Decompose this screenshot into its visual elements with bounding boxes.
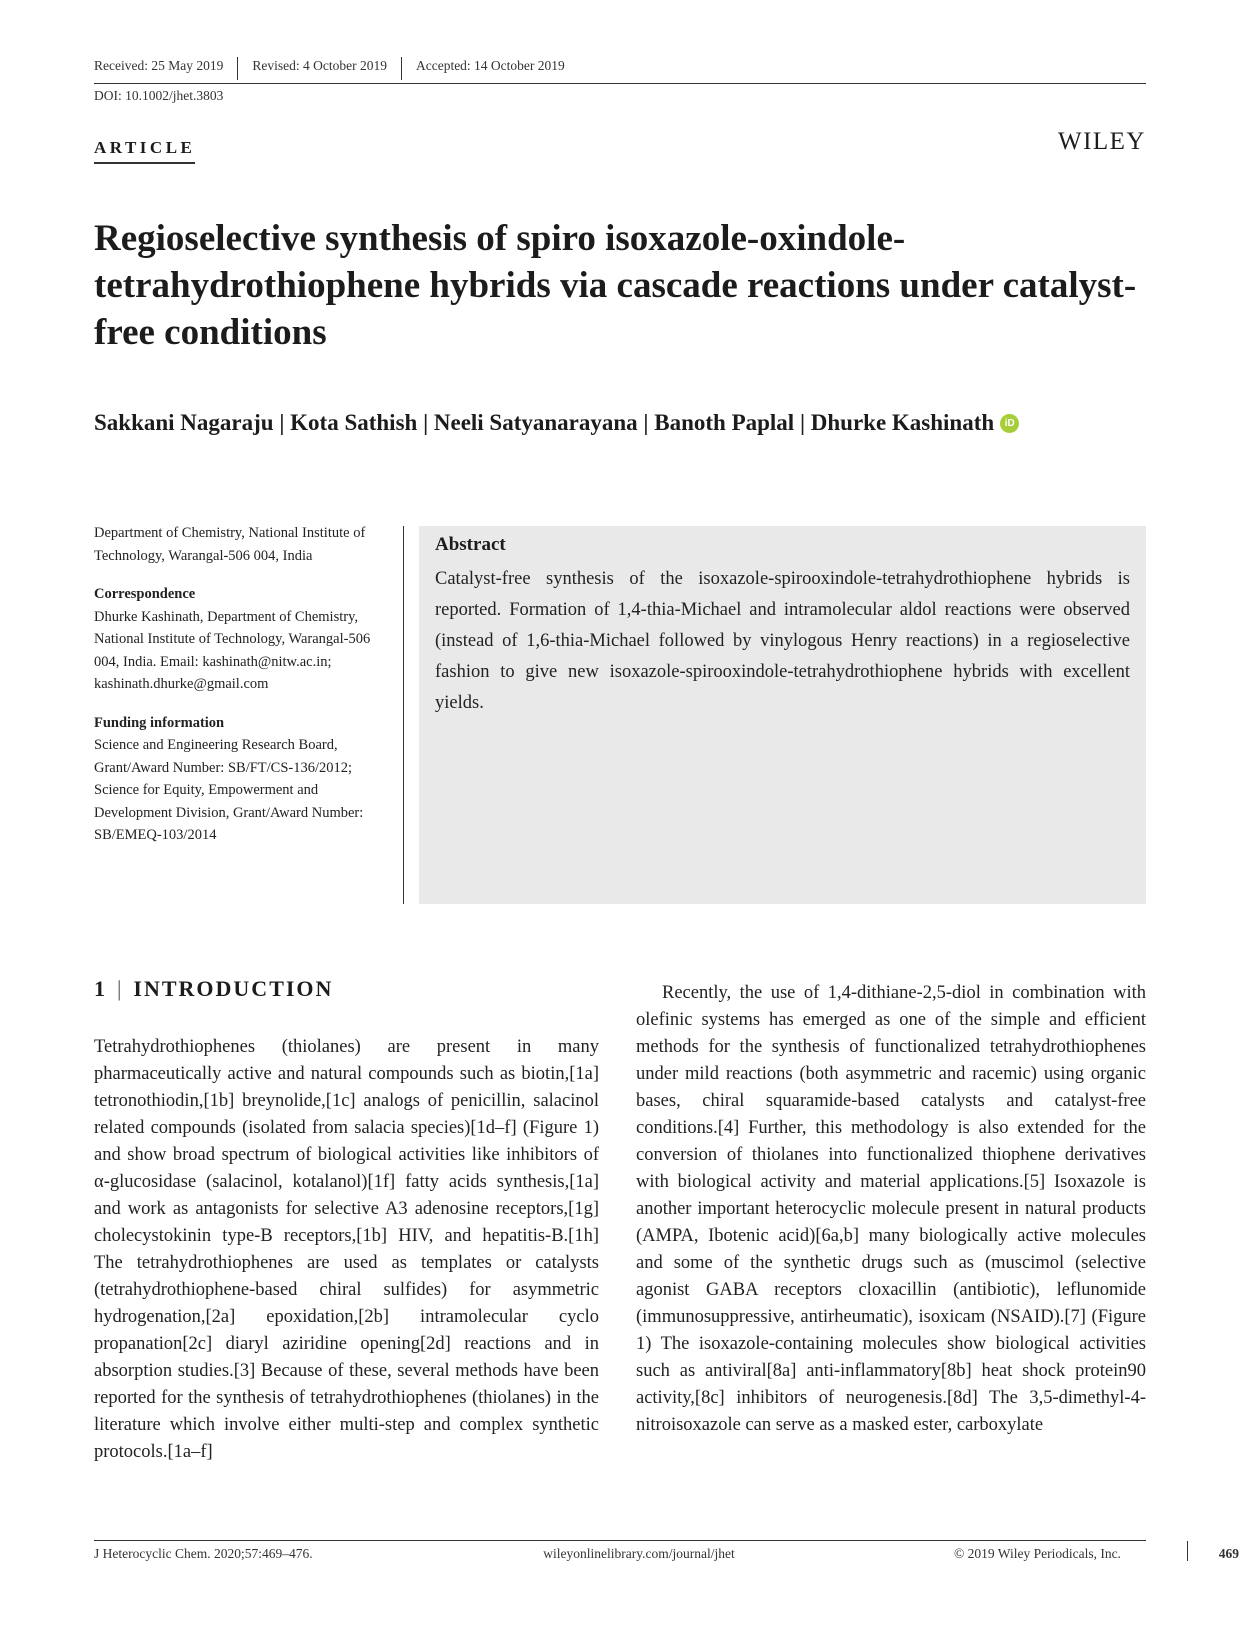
article-history (94, 57, 1146, 84)
body-column-left: Tetrahydrothiophenes (thiolanes) are present in many pharmaceutically active and natural compounds such as biotin,[1a] tetronothiodin,[1b] breynolide,[1c] analogs of penicillin, salacinol related compounds (isolated from salacia species)[1d–f] (Figure 1) and show broad spectrum of biological activities like inhibitors of α-glucosidase (salacinol, kotalanol)[1f] fatty acids synthesis,[1a] and work as antagonists for selective A3 adenosine receptors,[1g] cholecystokinin type-B receptors,[1b] HIV, and hepatitis-B.[1h] The tetrahydrothiophenes are used as templates or catalysts (tetrahydrothiophene-based chiral sulfides) for asymmetric hydrogenation,[2a] epoxidation,[2b] intramolecular cyclo propanation[2c] diaryl aziridine opening[2d] reactions and in absorption studies.[3] Because of these, several methods have been reported for the synthesis of tetrahydrothiophenes (thiolanes) in the literature which involve either multi-step and complex synthetic protocols.[1a–f] (94, 1037, 599, 1462)
author-list (94, 404, 1094, 441)
section-separator: | (117, 976, 124, 1001)
received-date: Received: 25 May 2019 (94, 58, 224, 73)
journal-url[interactable]: wileyonlinelibrary.com/journal/jhet (543, 1546, 735, 1561)
revised-date: Revised: 4 October 2019 (237, 57, 401, 80)
orcid-icon[interactable]: iD (1000, 414, 1019, 433)
section-number: 1 (94, 976, 107, 1001)
doi-link[interactable]: DOI: 10.1002/jhet.3803 (94, 88, 224, 103)
abstract-text: Catalyst-free synthesis of the isoxazole-spirooxindole-tetrahydrothiophene hybrids is reported. Formation of 1,4-thia-Michael and intramolecular aldol reactions were observed (instead of 1,6-thia-Michael followed by vinylogous Henry reactions) in a regioselective fashion to give new isoxazole-spirooxindole-tetrahydrothiophene hybrids with excellent yields. (435, 569, 1130, 713)
page-footer (94, 1540, 1239, 1561)
publisher-logo: WILEY (1057, 128, 1146, 155)
copyright: © 2019 Wiley Periodicals, Inc. (954, 1546, 1121, 1561)
funding-heading: Funding information (94, 714, 225, 731)
footer-divider (1187, 1541, 1188, 1561)
abstract-box (419, 526, 1146, 904)
correspondence-text: Dhurke Kashinath, Department of Chemistry, National Institute of Technology, Warangal-506 004, India. Email: kashinath@nitw.ac.in; kashinath.dhurke@gmail.com (94, 608, 371, 692)
paper-title: Regioselective synthesis of spiro isoxazole-oxindole-tetrahydrothiophene hybrids via cascade reactions under catalyst-free conditions (94, 218, 1137, 353)
journal-citation: J Heterocyclic Chem. 2020;57:469–476. (94, 1546, 313, 1561)
correspondence-heading: Correspondence (94, 586, 196, 602)
sidebar-info (94, 522, 394, 847)
author-names: Sakkani Nagaraju | Kota Sathish | Neeli Satyanarayana | Banoth Paplal | Dhurke Kashinath (94, 410, 995, 435)
section-heading (94, 976, 333, 1002)
article-type-label: ARTICLE (94, 138, 195, 164)
affiliation: Department of Chemistry, National Institute of Technology, Warangal-506 004, India (94, 525, 366, 564)
page-number: 469 (1218, 1546, 1239, 1561)
body-column-right: Recently, the use of 1,4-dithiane-2,5-diol in combination with olefinic systems has emerged as one of the simple and efficient methods for the synthesis of functionalized tetrahydrothiophenes under mild reactions (both asymmetric and racemic) using organic bases, chiral squaramide-based catalysts and catalyst-free conditions.[4] Further, this methodology is also extended for the conversion of thiolanes into functionalized thiophene derivatives with biological activity and material applications.[5] Isoxazole is another important heterocyclic molecule present in natural products (AMPA, Ibotenic acid)[6a,b] many biologically active molecules and some of the synthetic drugs such as (muscimol (selective agonist GABA receptors cloxacillin (antibiotic), leflunomide (immunosuppressive, antirheumatic), isoxicam (NSAID).[7] (Figure 1) The isoxazole-containing molecules show biological activities such as antiviral[8a] anti-inflammatory[8b] heat shock protein90 activity,[8c] inhibitors of neurogenesis.[8d] The 3,5-dimethyl-4-nitroisoxazole can serve as a masked ester, carboxylate (636, 983, 1146, 1435)
abstract-heading: Abstract (435, 534, 506, 555)
funding-text: Science and Engineering Research Board, Grant/Award Number: SB/FT/CS-136/2012; Science for Equity, Empowerment and Development Division, Grant/Award Number: SB/EMEQ-103/2014 (94, 737, 364, 843)
section-title: INTRODUCTION (133, 976, 334, 1001)
accepted-date: Accepted: 14 October 2019 (401, 57, 579, 80)
sidebar-divider (403, 526, 404, 904)
